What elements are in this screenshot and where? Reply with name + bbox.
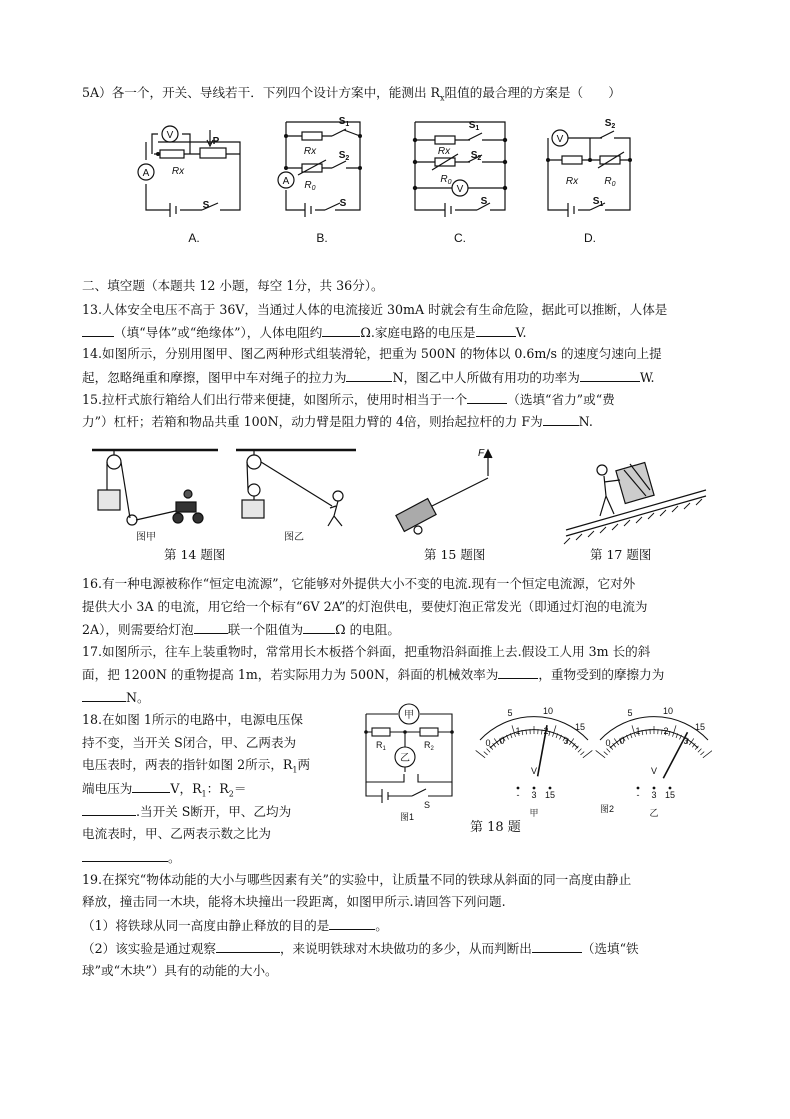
q13-line2: （填“导体”或“绝缘体”），人体电阻约 Ω.家庭电路的电压是 V. (82, 324, 526, 341)
q18-figures (352, 700, 712, 840)
meter-tick (583, 750, 592, 757)
svg-text:F: F (478, 448, 485, 459)
option-a-label: A. (188, 231, 200, 245)
svg-text:R2: $R_2$ (424, 740, 434, 752)
svg-text:P: P (212, 136, 220, 147)
option-c-label: C. (454, 231, 466, 245)
svg-text:Rx: Rx (303, 146, 317, 157)
q19-line2: 释放，撞击同一木块，能将木块撞出一段距离，如图甲所示.请回答下列问题. (82, 894, 506, 909)
meter-tick (596, 750, 605, 757)
svg-text:乙: 乙 (400, 753, 410, 764)
svg-text:V: V (650, 766, 658, 776)
q18-line4: 端电压为 V，$R_1$：$R_2=$ (82, 781, 247, 799)
svg-text:V: V (456, 184, 464, 195)
svg-text:A: A (142, 168, 150, 179)
svg-text:V: V (556, 134, 564, 145)
svg-text:甲: 甲 (529, 808, 539, 818)
q18-line2: 持不变，当开关 S闭合，甲、乙两表为 (82, 735, 297, 750)
svg-text:10: 10 (662, 706, 674, 716)
blank[interactable] (532, 940, 582, 953)
svg-text:Rx: Rx (565, 176, 579, 187)
q16-line3: 2A），则需要给灯泡 联一个阻值为 Ω 的电阻。 (82, 622, 400, 637)
svg-text:S: S (424, 800, 431, 810)
figures-row (88, 446, 708, 546)
meter-tick (698, 749, 702, 753)
blank[interactable] (194, 621, 228, 634)
svg-text:3: 3 (531, 790, 537, 800)
svg-text:3: 3 (563, 736, 569, 746)
svg-text:3: 3 (651, 790, 657, 800)
q18-line7: 。 (82, 849, 181, 866)
q18-line5: .当开关 S断开，甲、乙均为 (82, 803, 291, 820)
blank[interactable] (82, 849, 168, 862)
svg-text:15: 15 (664, 790, 676, 800)
meter-tick (700, 752, 704, 755)
meter-tick (578, 749, 582, 753)
svg-text:R0: $R_0$ (604, 176, 616, 188)
blank[interactable] (82, 803, 136, 816)
meter-yi (596, 706, 712, 818)
svg-text:S2: $S_2$ (470, 150, 482, 162)
meter-tick (672, 725, 676, 736)
blank[interactable] (329, 917, 375, 930)
svg-text:-: - (516, 790, 520, 800)
q13-line1: 13.人体安全电压不高于 36V，当通过人体的电流接近 30mA 时就会有生命危险，据此可以推断，人体是 (82, 302, 668, 317)
q14-line2: 起，忽略绳重和摩擦，图甲中车对绳子的拉力为 N，图乙中人所做有用功的功率为 W. (82, 370, 655, 385)
blank[interactable] (580, 369, 640, 382)
blank[interactable] (303, 621, 335, 634)
blank[interactable] (132, 780, 170, 793)
q12-circuits (130, 112, 650, 250)
q17-line1: 17.如图所示，往车上装重物时，常常用长木板搭个斜面，把重物沿斜面推上去.假设工人用 3m 长的斜 (82, 644, 651, 659)
blank[interactable] (498, 666, 538, 679)
svg-text:图甲: 图甲 (136, 532, 156, 543)
svg-text:0: 0 (605, 738, 611, 748)
svg-text:3: 3 (683, 736, 689, 746)
svg-text:图1: 图1 (400, 812, 415, 822)
meter-jia (476, 706, 593, 818)
meter-tick (552, 725, 556, 736)
svg-text:R0: $R_0$ (440, 174, 452, 186)
q18-line3: 电压表时，两表的指针如图 2所示，$R_1$两 (82, 757, 311, 775)
option-d-label: D. (584, 231, 596, 245)
q17-line2: 面，把 1200N 的重物提高 1m，若实际用力为 500N，斜面的机械效率为 ，重物受到的摩擦力为 (82, 667, 665, 682)
svg-text:乙: 乙 (649, 808, 659, 818)
svg-text:0: 0 (619, 736, 625, 746)
caption-fig14: 第 14 题图 (164, 547, 226, 562)
svg-text:V: V (166, 130, 174, 141)
svg-text:S1: $S_1$ (338, 116, 350, 128)
svg-text:S: S (339, 198, 347, 209)
q19-line4: （2）该实验是通过观察 ，来说明铁球对木块做功的多少，从而判断出 （选填“铁 (82, 941, 639, 956)
svg-text:甲: 甲 (404, 710, 414, 721)
svg-text:V: V (530, 766, 538, 776)
meter-tick (476, 750, 485, 757)
q14-line1: 14.如图所示，分别用图甲、图乙两种形式组装滑轮，把重为 500N 的物体以 0.6m/s 的速度匀速向上提 (82, 346, 662, 361)
svg-text:-: - (636, 790, 640, 800)
svg-text:2: 2 (663, 726, 669, 736)
caption-fig18: 第 18 题 (470, 820, 521, 835)
svg-text:15: 15 (694, 722, 706, 732)
svg-text:5: 5 (627, 708, 633, 718)
q15-line1: 15.拉杆式旅行箱给人们出行带来便捷，如图所示，使用时相当于一个 （选填“省力”或“费 (82, 392, 615, 407)
q16-line2: 提供大小 3A 的电流，用它给一个标有“6V 2A”的灯泡供电，要使灯泡正常发光（即通过灯泡的电流为 (82, 599, 648, 614)
blank[interactable] (322, 324, 360, 337)
svg-text:Rx: Rx (437, 146, 451, 157)
q18-line6: 电流表时，甲、乙两表示数之比为 (82, 826, 271, 841)
svg-text:5: 5 (507, 708, 513, 718)
svg-text:R1: $R_1$ (376, 740, 386, 752)
svg-text:1: 1 (515, 726, 521, 736)
q19-line1: 19.在探究“物体动能的大小与哪些因素有关”的实验中，让质量不同的铁球从斜面的同一高度由静止 (82, 872, 632, 887)
svg-text:S1: $S_1$ (592, 196, 604, 208)
svg-text:图乙: 图乙 (284, 532, 304, 543)
q12-text: 5A）各一个，开关、导线若干．下列四个设计方案中，能测出 $R_x$阻值的最合理的方案是（ ） (82, 85, 621, 103)
caption-fig15: 第 15 题图 (424, 547, 486, 562)
option-b-label: B. (316, 231, 328, 245)
blank[interactable] (216, 940, 280, 953)
caption-fig17: 第 17 题图 (590, 547, 652, 562)
blank[interactable] (82, 324, 114, 337)
q15-line2: 力”）杠杆；若箱和物品共重 100N，动力臂是阻力臂的 4倍，则抬起拉杆的力 F为 N. (82, 414, 593, 429)
q16-line1: 16.有一种电源被称作“恒定电流源”，它能够对外提供大小不变的电流.现有一个恒定电流源，它对外 (82, 576, 636, 591)
svg-text:2: 2 (543, 726, 549, 736)
blank[interactable] (82, 689, 126, 702)
blank[interactable] (476, 324, 516, 337)
meter-tick (580, 752, 584, 755)
svg-text:S: S (480, 196, 488, 207)
svg-text:S: S (202, 200, 210, 211)
svg-text:S1: $S_1$ (468, 120, 480, 132)
svg-text:Rx: Rx (171, 166, 185, 177)
svg-text:S2: $S_2$ (604, 118, 616, 130)
svg-text:R0: $R_0$ (304, 180, 316, 192)
blank[interactable] (543, 413, 579, 426)
svg-text:0: 0 (499, 736, 505, 746)
svg-text:15: 15 (574, 722, 586, 732)
svg-text:10: 10 (542, 706, 554, 716)
q19-line5: 球”或“木块”）具有的动能的大小。 (82, 963, 278, 978)
meter-tick (607, 749, 611, 753)
meter-tick (487, 749, 491, 753)
blank[interactable] (467, 391, 507, 404)
q18-line1: 18.在如图 1所示的电路中，电源电压保 (82, 712, 303, 727)
svg-text:S2: $S_2$ (338, 150, 350, 162)
meter-tick (604, 752, 608, 755)
svg-text:图2: 图2 (600, 804, 615, 814)
svg-text:0: 0 (485, 738, 491, 748)
svg-text:A: A (282, 176, 290, 187)
blank[interactable] (346, 369, 392, 382)
svg-text:1: 1 (635, 726, 641, 736)
svg-text:15: 15 (544, 790, 556, 800)
q19-line3: （1）将铁球从同一高度由静止释放的目的是 。 (82, 918, 388, 933)
q17-line3: N。 (82, 689, 150, 706)
meter-tick (703, 750, 712, 757)
meter-tick (484, 752, 488, 755)
section-title: 二、填空题（本题共 12 小题，每空 1分，共 36分）。 (82, 278, 384, 293)
